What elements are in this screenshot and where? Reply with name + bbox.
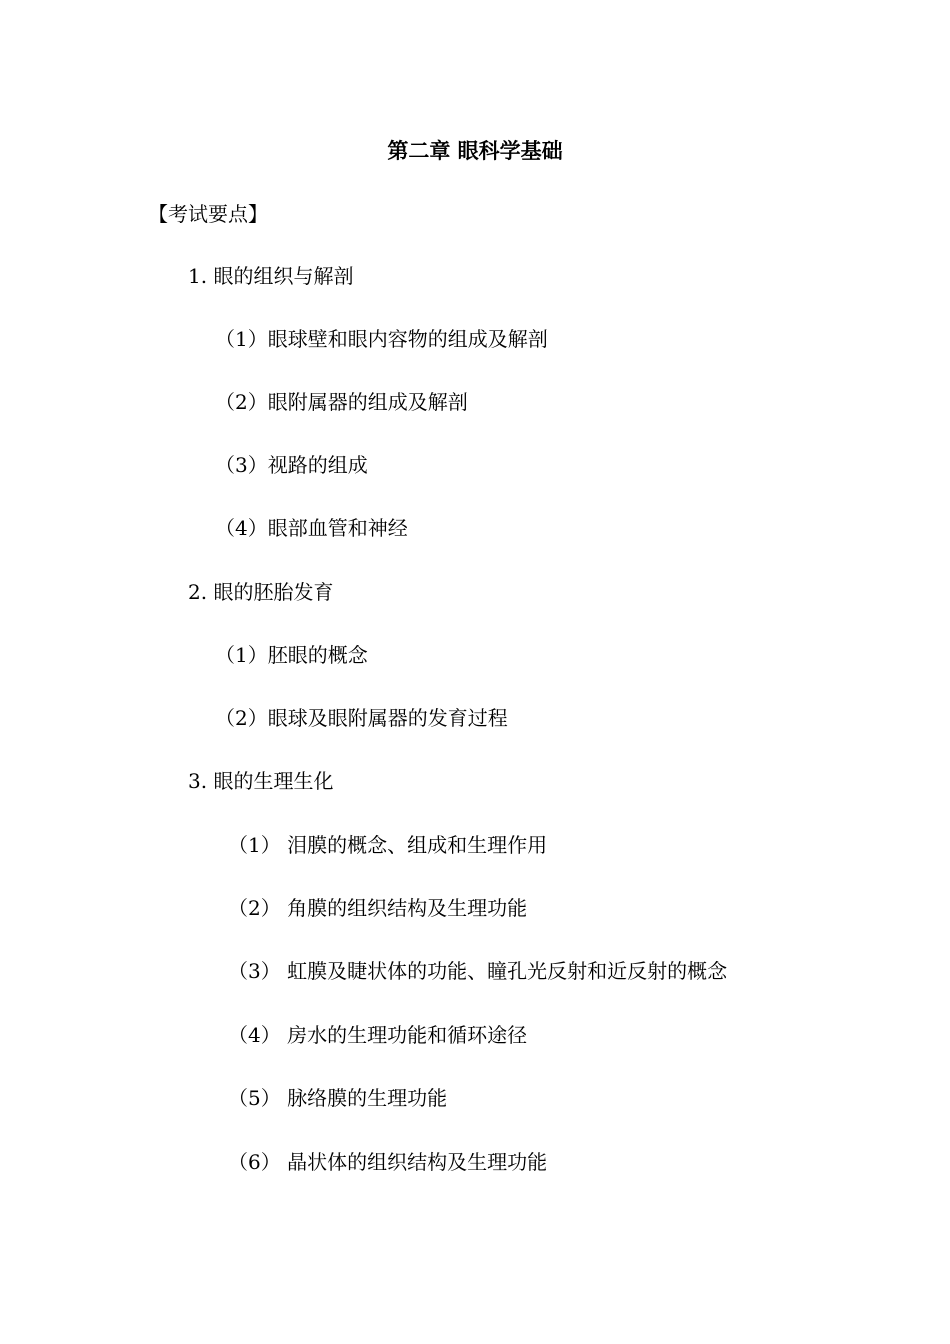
list-item: （1）眼球壁和眼内容物的组成及解剖 (215, 327, 548, 351)
list-item: （5） 脉络膜的生理功能 (228, 1086, 448, 1110)
list-item: （3）视路的组成 (215, 453, 368, 477)
list-item: （6） 晶状体的组织结构及生理功能 (228, 1150, 548, 1174)
exam-points-heading: 【考试要点】 (148, 202, 268, 226)
list-item: （4） 房水的生理功能和循环途径 (228, 1023, 528, 1047)
list-item: （2）眼球及眼附属器的发育过程 (215, 706, 508, 730)
list-item: （3） 虹膜及睫状体的功能、瞳孔光反射和近反射的概念 (228, 959, 728, 983)
section-heading: 1. 眼的组织与解剖 (188, 264, 354, 288)
section-heading: 3. 眼的生理生化 (188, 769, 334, 793)
section-heading: 2. 眼的胚胎发育 (188, 580, 334, 604)
list-item: （1） 泪膜的概念、组成和生理作用 (228, 833, 548, 857)
list-item: （4）眼部血管和神经 (215, 516, 408, 540)
list-item: （1）胚眼的概念 (215, 643, 368, 667)
list-item: （2）眼附属器的组成及解剖 (215, 390, 468, 414)
list-item: （2） 角膜的组织结构及生理功能 (228, 896, 528, 920)
chapter-title: 第二章 眼科学基础 (387, 138, 563, 163)
